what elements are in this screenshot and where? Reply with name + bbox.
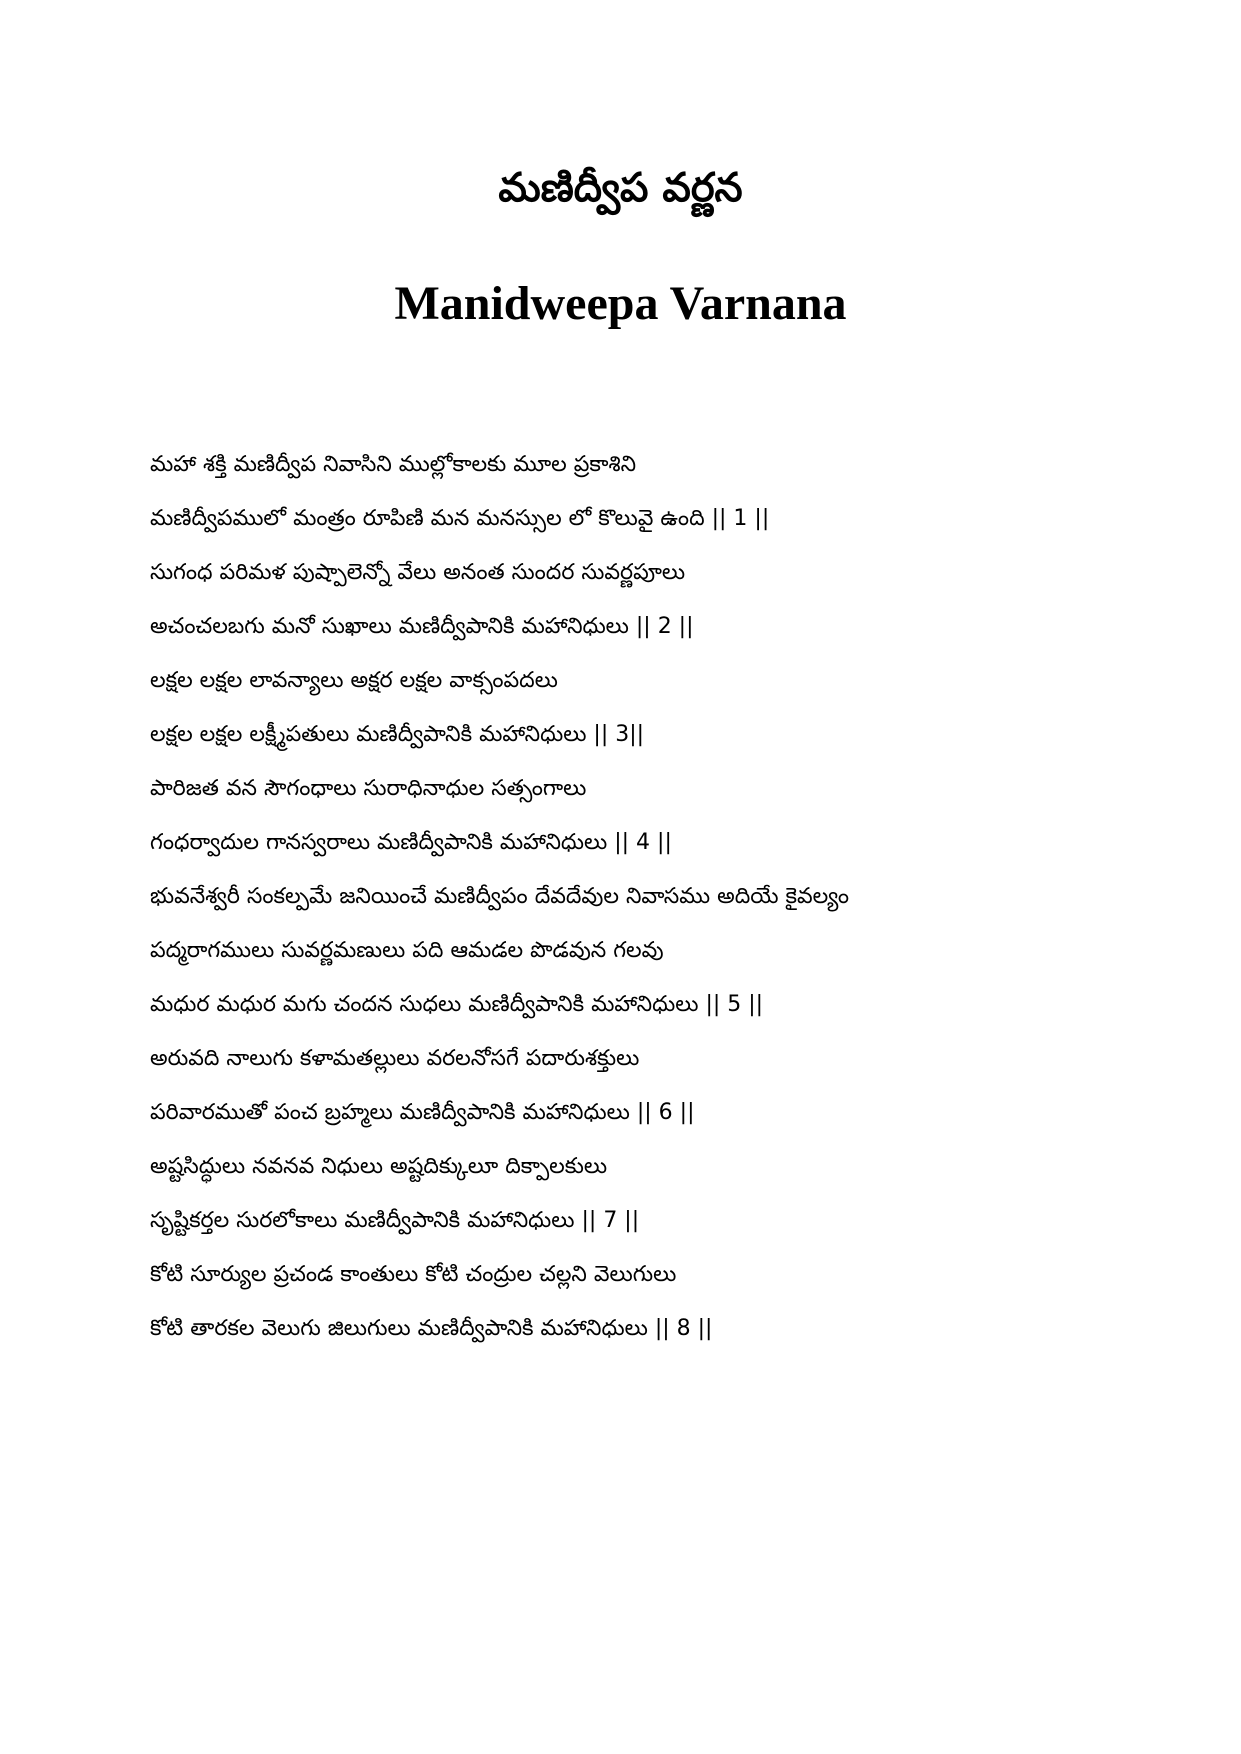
stanza-5 — [150, 937, 1150, 1019]
verse-line: మహా శక్తి మణిద్వీప నివాసిని ముల్లోకాలకు మూల ప్రకాశిని — [150, 452, 637, 477]
page-title-english: Manidweepa Varnana — [394, 277, 847, 330]
stanza-4 — [150, 775, 1150, 857]
verse-line: లక్షల లక్షల లావన్యాలు అక్షర లక్షల వాక్సంపదలు — [150, 668, 558, 693]
verse-line: భువనేశ్వరీ సంకల్పమే జనియించే మణిద్వీపం దేవదేవుల నివాసము అదియే కైవల్యం — [150, 884, 849, 909]
page-title-telugu: మణిద్వీప వర్ణన — [498, 165, 743, 211]
stanza-8 — [150, 1261, 1150, 1343]
verse-line: అరువది నాలుగు కళామతల్లులు వరలనోసగే పదారుశక్తులు — [150, 1046, 640, 1071]
stanza-refrain — [150, 883, 1150, 911]
verse-line: గంధర్వాదుల గానస్వరాలు మణిద్వీపానికి మహానిధులు || 4 || — [150, 830, 672, 855]
verse-line: అచంచలబగు మనో సుఖాలు మణిద్వీపానికి మహానిధులు || 2 || — [150, 614, 694, 639]
stanza-7 — [150, 1153, 1150, 1235]
stanza-2 — [150, 559, 1150, 641]
verse-line: మణిద్వీపములో మంత్రం రూపిణి మన మనస్సుల లో కొలువై ఉంది || 1 || — [150, 506, 770, 531]
verse-line: పద్మరాగములు సువర్ణమణులు పది ఆమడల పొడవున గలవు — [150, 938, 664, 963]
verse-list — [150, 451, 1150, 1369]
verse-line: లక్షల లక్షల లక్ష్మీపతులు మణిద్వీపానికి మహానిధులు || 3|| — [150, 722, 645, 747]
verse-line: కోటి సూర్యుల ప్రచండ కాంతులు కోటి చంద్రుల చల్లని వెలుగులు — [150, 1262, 677, 1287]
stanza-6 — [150, 1045, 1150, 1127]
verse-line: పారిజత వన సౌగంధాలు సురాధినాధుల సత్సంగాలు — [150, 776, 587, 801]
stanza-1 — [150, 451, 1150, 533]
verse-line: అష్టసిద్ధులు నవనవ నిధులు అష్టదిక్కులూ దిక్పాలకులు — [150, 1154, 608, 1179]
stanza-3 — [150, 667, 1150, 749]
verse-line: సృష్టికర్తల సురలోకాలు మణిద్వీపానికి మహానిధులు || 7 || — [150, 1208, 640, 1233]
verse-line: పరివారముతో పంచ బ్రహ్మలు మణిద్వీపానికి మహానిధులు || 6 || — [150, 1100, 695, 1125]
verse-line: సుగంధ పరిమళ పుష్పాలెన్నో వేలు అనంత సుందర సువర్ణపూలు — [150, 560, 686, 585]
verse-line: మధుర మధుర మగు చందన సుధలు మణిద్వీపానికి మహానిధులు || 5 || — [150, 992, 764, 1017]
verse-line: కోటి తారకల వెలుగు జిలుగులు మణిద్వీపానికి మహానిధులు || 8 || — [150, 1316, 713, 1341]
